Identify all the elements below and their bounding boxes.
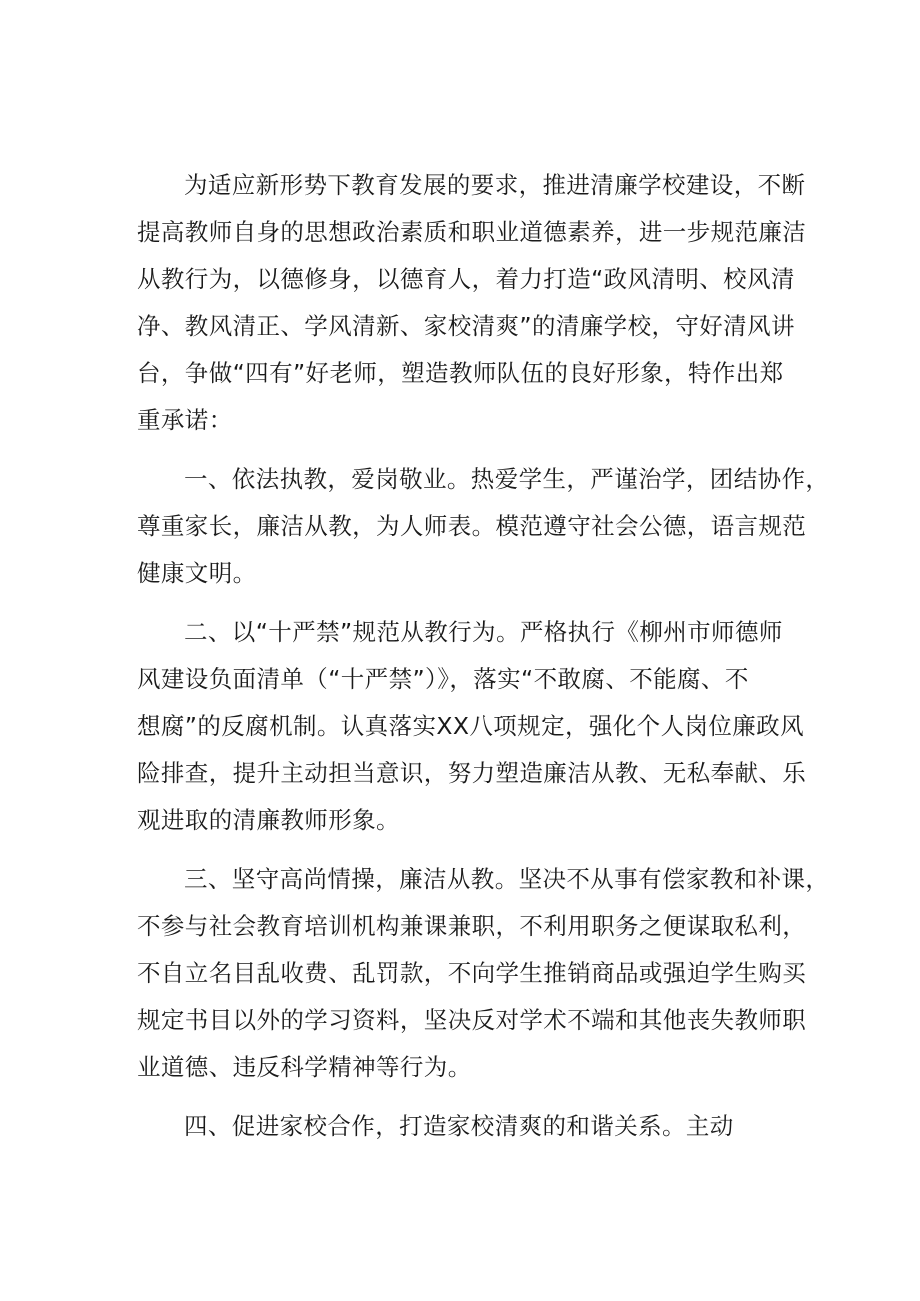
text-line: 从教行为，以德修身，以德育人，着力打造“政风清明、校风清 (137, 265, 795, 293)
text-line: 提高教师自身的思想政治素质和职业道德素养，进一步规范廉洁 (137, 218, 807, 246)
text-line: 重承诺： (137, 406, 233, 434)
document-body (137, 162, 830, 1150)
text-line: 二、以“十严禁”规范从教行为。严格执行《柳州市师德师 (184, 618, 783, 646)
text-line: 观进取的清廉教师形象。 (137, 806, 400, 834)
commitment-paragraph-2 (137, 609, 817, 844)
commitment-paragraph-1 (137, 456, 830, 597)
text-line: 尊重家长，廉洁从教，为人师表。模范遵守社会公德，语言规范 (137, 512, 807, 540)
intro-paragraph (137, 162, 817, 444)
text-line: 健康文明。 (137, 559, 257, 587)
text-line: 不自立名目乱收费、乱罚款，不向学生推销商品或强迫学生购买 (137, 959, 807, 987)
text-line: 为适应新形势下教育发展的要求，推进清廉学校建设，不断 (184, 171, 806, 199)
text-line: 想腐”的反腐机制。认真落实XX八项规定，强化个人岗位廉政风 (137, 712, 804, 740)
text-line: 险排查，提升主动担当意识，努力塑造廉洁从教、无私奉献、乐 (137, 759, 807, 787)
commitment-paragraph-4 (137, 1103, 817, 1150)
text-line: 风建设负面清单（“十严禁”）》，落实“不敢腐、不能腐、不 (137, 665, 749, 693)
text-line: 净、教风清正、学风清新、家校清爽”的清廉学校，守好清风讲 (137, 312, 795, 340)
text-line: 三、坚守高尚情操，廉洁从教。坚决不从事有偿家教和补课， (184, 865, 830, 893)
text-line: 台，争做“四有”好老师，塑造教师队伍的良好形象，特作出郑 (137, 359, 784, 387)
commitment-paragraph-3 (137, 856, 830, 1091)
text-line: 业道德、违反科学精神等行为。 (137, 1053, 472, 1081)
text-line: 规定书目以外的学习资料，坚决反对学术不端和其他丧失教师职 (137, 1006, 807, 1034)
text-line: 四、促进家校合作，打造家校清爽的和谐关系。主动 (184, 1112, 734, 1140)
text-line: 一、依法执教，爱岗敬业。热爱学生，严谨治学，团结协作， (184, 465, 830, 493)
text-line: 不参与社会教育培训机构兼课兼职，不利用职务之便谋取私利， (137, 912, 807, 940)
